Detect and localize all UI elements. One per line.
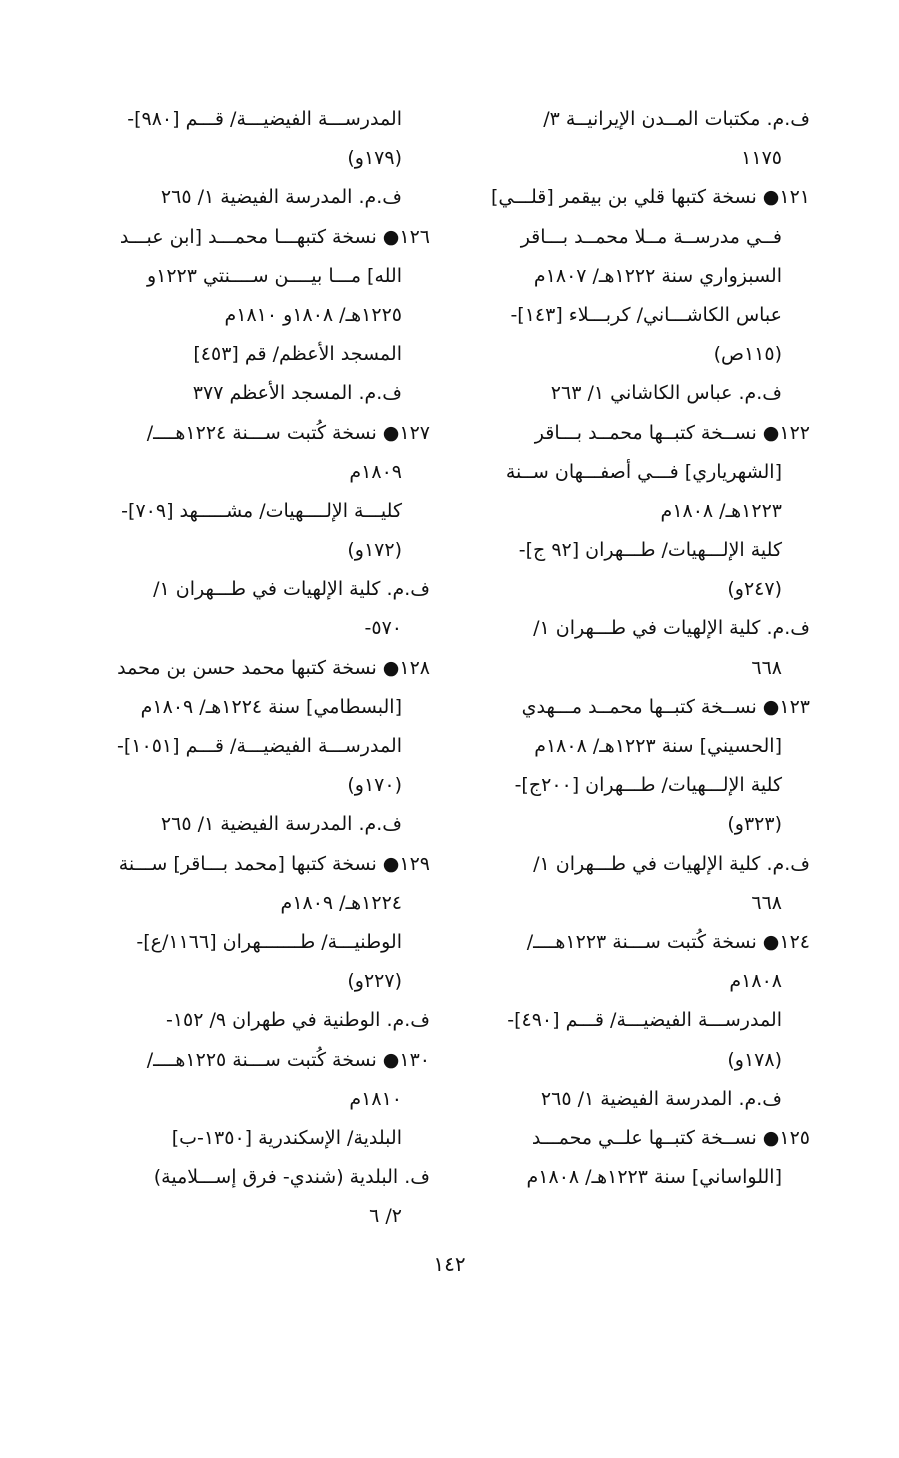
text-line: [اللواساني] سنة ١٢٢٣هـ/ ١٨٠٨م xyxy=(526,1166,782,1189)
text-line: [الشهرياري] فـــي أصفـــهان ســنة xyxy=(505,460,782,483)
reference-line: ف.م. مكتبات المــدن الإيرانيــة ٣/ xyxy=(543,108,810,130)
catalog-entry-line: ١٢٦● نسخة كتبهـــا محمـــد [ابن عبـــد xyxy=(119,225,430,248)
text-line: المسجد الأعظم/ قم [٤٥٣] xyxy=(193,343,402,366)
text-line: المدرســـة الفيضيـــة/ قـــم [٩٨٠]- xyxy=(127,108,402,130)
reference-line: ف.م. كلية الإلهيات في طـــهران ١/ xyxy=(533,852,810,875)
reference-line: ف.م. كلية الإلهيات في طـــهران ١/ xyxy=(533,617,810,640)
catalog-entry-line: ١٢٣● نســخة كتبــها محمــد مـــهدي xyxy=(521,695,810,718)
text-line: كلية الإلـــهيات/ طـــهران [٢٠٠ج]- xyxy=(514,774,782,797)
text-line: ٦٦٨ xyxy=(751,656,782,679)
text-line: المدرســـة الفيضيـــة/ قـــم [١٠٥١]- xyxy=(117,735,402,757)
catalog-entry-line: ١٢٤● نسخة كُتبت ســـنة ١٢٢٣هــــ/ xyxy=(526,930,810,953)
text-line: (٢٢٧و) xyxy=(347,970,402,993)
text-line: ١٨٠٩م xyxy=(349,460,402,483)
text-line: (١٧٨و) xyxy=(727,1048,782,1071)
text-line: (٣٢٣و) xyxy=(727,813,782,836)
text-line: ١١٧٥ xyxy=(741,147,782,170)
text-line: ١٢٢٣هـ/ ١٨٠٨م xyxy=(660,499,782,522)
reference-line: ف.م. عباس الكاشاني ١/ ٢٦٣ xyxy=(550,382,782,405)
text-line: (١٧٠و) xyxy=(347,774,402,797)
catalog-entry-line: ١٢٧● نسخة كُتبت ســـنة ١٢٢٤هــــ/ xyxy=(146,421,430,444)
right-column xyxy=(480,100,810,1197)
reference-line: ف.م. كلية الإلهيات في طـــهران ١/ xyxy=(153,578,430,601)
catalog-entry-line: ١٢٥● نســخة كتبــها علــي محمـــد xyxy=(531,1126,810,1149)
text-line: (٢٤٧و) xyxy=(727,578,782,601)
catalog-entry-line: ١٢٨● نسخة كتبها محمد حسن بن محمد xyxy=(117,656,430,679)
text-line: الله] مـــا بيــــن ســــنتي ١٢٢٣و xyxy=(146,264,402,287)
text-line: فــي مدرســة مــلا محمــد بـــاقر xyxy=(520,225,782,248)
text-line: الوطنيـــة/ طـــــــهران [١١٦٦/ع]- xyxy=(136,930,402,953)
reference-line: ف.م. الوطنية في طهران ٩/ ١٥٢- xyxy=(165,1009,430,1032)
reference-line: ف.م. المدرسة الفيضية ١/ ٢٦٥ xyxy=(160,186,402,209)
text-line: ١٨٠٨م xyxy=(729,970,782,993)
text-line: السبزواري سنة ١٢٢٢هـ/ ١٨٠٧م xyxy=(533,264,782,287)
text-line: المدرســـة الفيضيـــة/ قـــم [٤٩٠]- xyxy=(507,1009,782,1032)
catalog-entry-line: ١٢٩● نسخة كتبها [محمد بـــاقر] ســـنة xyxy=(118,852,430,875)
text-line: ٢/ ٦ xyxy=(369,1205,402,1228)
catalog-entry-line: ١٣٠● نسخة كُتبت ســـنة ١٢٢٥هــــ/ xyxy=(146,1048,430,1071)
text-line: [البسطامي] سنة ١٢٢٤هـ/ ١٨٠٩م xyxy=(140,695,402,718)
text-line: (١٧٩و) xyxy=(347,147,402,170)
text-line: ٦٦٨ xyxy=(751,891,782,914)
text-line: (١١٥ص) xyxy=(713,343,782,366)
reference-line: ف.م. المسجد الأعظم ٣٧٧ xyxy=(192,382,402,405)
text-line: [الحسيني] سنة ١٢٢٣هـ/ ١٨٠٨م xyxy=(534,735,782,757)
text-line: ٥٧٠- xyxy=(364,617,402,640)
text-line: عباس الكاشـــاني/ كربـــلاء [١٤٣]- xyxy=(510,303,782,326)
text-line: ١٢٢٥هـ/ ١٨٠٨و ١٨١٠م xyxy=(224,303,402,326)
reference-line: ف.م. المدرسة الفيضية ١/ ٢٦٥ xyxy=(540,1087,782,1110)
text-line: كليـــة الإلــــهيات/ مشـــــهد [٧٠٩]- xyxy=(121,499,402,522)
catalog-entry-line: ١٢١● نسخة كتبها قلي بن بيقمر [قلـــي] xyxy=(491,186,810,209)
text-line: (١٧٢و) xyxy=(347,539,402,562)
text-line: ١٢٢٤هـ/ ١٨٠٩م xyxy=(280,891,402,914)
reference-line: ف.م. المدرسة الفيضية ١/ ٢٦٥ xyxy=(160,813,402,836)
reference-line: ف. البلدية (شندي- فرق إســـلامية) xyxy=(153,1166,430,1189)
left-column xyxy=(100,100,430,1236)
text-line: البلدية/ الإسكندرية [١٣٥٠-ب] xyxy=(171,1126,402,1149)
catalog-entry-line: ١٢٢● نســخة كتبــها محمــد بـــاقر xyxy=(534,421,810,444)
text-line: كلية الإلـــهيات/ طـــهران [٩٢ ج]- xyxy=(518,539,782,562)
text-line: ١٨١٠م xyxy=(349,1087,402,1110)
page-number: ١٤٢ xyxy=(433,1252,466,1276)
